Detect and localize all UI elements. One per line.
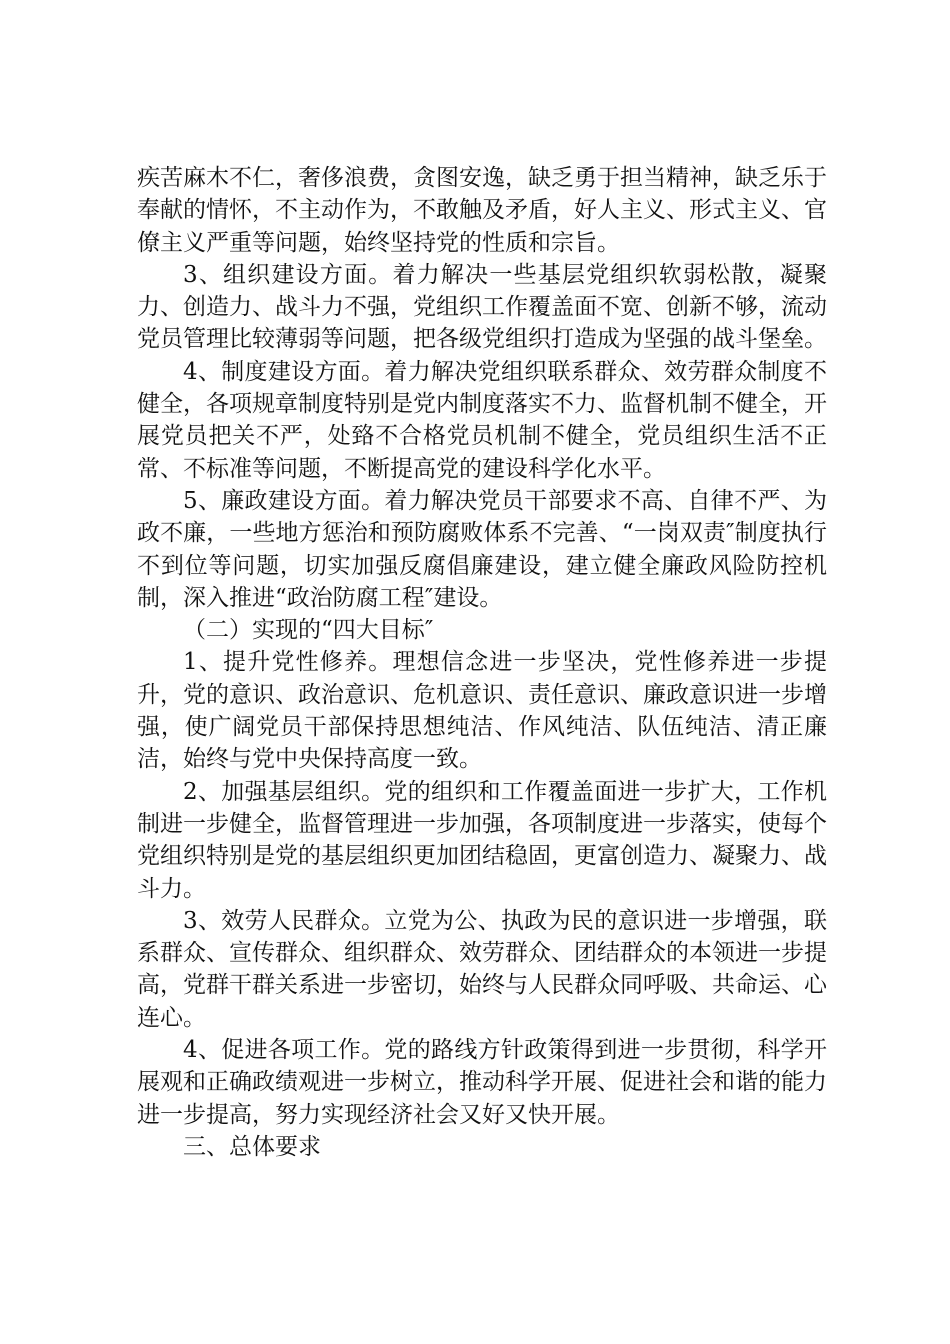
paragraph-system-building: 4、制度建设方面。着力解决党组织联系群众、效劳群众制度不健全，各项规章制度特别是党内制度落实不力、监督机制不健全，开展党员把关不严，处臵不合格党员机制不健全，党员组织生活不正常、不标准等问题，不断提高党的建设科学化水平。: [137, 358, 827, 482]
paragraph-continuation: 疾苦麻木不仁，奢侈浪费，贪图安逸，缺乏勇于担当精神，缺乏乐于奉献的情怀，不主动作为，不敢触及矛盾，好人主义、形式主义、官僚主义严重等问题，始终坚持党的性质和宗旨。: [137, 165, 827, 256]
paragraph-goal-promote-work: 4、促进各项工作。党的路线方针政策得到进一步贯彻，科学开展观和正确政绩观进一步树立，推动科学开展、促进社会和谐的能力进一步提高，努力实现经济社会又好又快开展。: [137, 1037, 827, 1128]
paragraph-integrity-building: 5、廉政建设方面。着力解决党员干部要求不高、自律不严、为政不廉，一些地方惩治和预防腐败体系不完善、“一岗双责″制度执行不到位等问题，切实加强反腐倡廉建设，建立健全廉政风险防控机制，深入推进“政治防腐工程″建设。: [137, 487, 827, 611]
paragraph-goal-party-spirit: 1、提升党性修养。理想信念进一步坚决，党性修养进一步提升，党的意识、政治意识、危机意识、责任意识、廉政意识进一步增强，使广阔党员干部保持思想纯洁、作风纯洁、队伍纯洁、清正廉洁，始终与党中央保持高度一致。: [137, 649, 827, 773]
section-heading-four-goals: （二）实现的“四大目标″: [183, 617, 434, 644]
paragraph-goal-grassroots: 2、加强基层组织。党的组织和工作覆盖面进一步扩大，工作机制进一步健全，监督管理进一步加强，各项制度进一步落实，使每个党组织特别是党的基层组织更加团结稳固，更富创造力、凝聚力、战斗力。: [137, 778, 827, 902]
document-body: [137, 162, 827, 1163]
section-heading-general-requirements: 三、总体要求: [183, 1133, 321, 1160]
paragraph-organization-building: 3、组织建设方面。着力解决一些基层党组织软弱松散，凝聚力、创造力、战斗力不强，党组织工作覆盖面不宽、创新不够，流动党员管理比较薄弱等问题，把各级党组织打造成为坚强的战斗堡垒。: [137, 261, 827, 353]
paragraph-goal-serve-people: 3、效劳人民群众。立党为公、执政为民的意识进一步增强，联系群众、宣传群众、组织群众、效劳群众、团结群众的本领进一步提高，党群干群关系进一步密切，始终与人民群众同呼吸、共命运、心连心。: [137, 907, 827, 1031]
